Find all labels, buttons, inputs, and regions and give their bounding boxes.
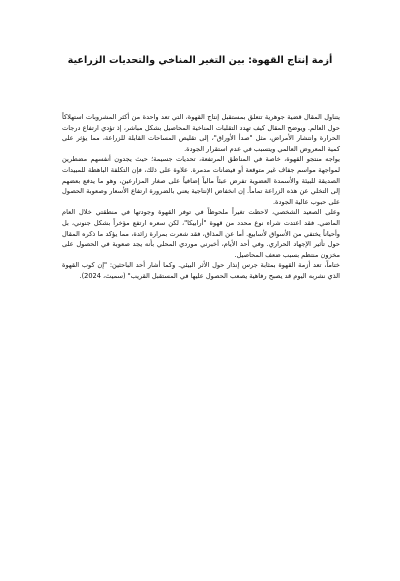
paragraph-personal: وعلى الصعيد الشخصي، لاحظت تغيراً ملحوظاً في توفر القهوة وجودتها في منطقتي خلال العام الماضي. فقد اعتدت شراء نوع محدد من قهوة "أرابيكا"، لكن سعره ارتفع مؤخراً بشكل جنوني، بل وأحياناً يختفي من الأسواق لأسابيع. أما عن المذاق، فقد شعرت بمرارة زائدة، مما يؤكد ما ذكره المقال حول تأثير الإجهاد الحراري. وفي أحد الأيام، أخبرني موردي المحلي بأنه يجد صعوبة في الحصول على مخزون منتظم بسبب ضعف المحاصيل. [62,208,340,259]
paragraph-conclusion: ختاماً، تعد أزمة القهوة بمثابة جرس إنذار حول الأثر البيئي. وكما أشار أحد الباحثين: "إن كوب القهوة الذي نشربه اليوم قد يصبح رفاهية يصعب الحصول عليها في المستقبل القريب" (سميث، 2024). [62,261,340,280]
paragraph-challenges: يواجه منتجو القهوة، خاصة في المناطق المرتفعة، تحديات جسيمة؛ حيث يجدون أنفسهم مضطرين لمواجهة مواسم جفاف غير متوقعة أو فيضانات مدمرة. علاوة على ذلك، فإن التكلفة الباهظة للمبيدات الصديقة للبيئة والأسمدة العضوية تفرض عبئاً مالياً إضافياً على صغار المزارعين، وهو ما يدفع بعضهم إلى التخلي عن هذه الزراعة تماماً. إن انخفاض الإنتاجية يعني بالضرورة ارتفاع الأسعار وصعوبة الحصول على حبوب عالية الجودة. [62,155,340,206]
document-body [62,112,340,282]
document-title: أزمة إنتاج القهوة: بين التغير المناخي والتحديات الزراعية [67,55,333,66]
paragraph-intro: يتناول المقال قضية جوهرية تتعلق بمستقبل إنتاج القهوة، التي تعد واحدة من أكثر المشروبات استهلاكاً حول العالم. ويوضح المقال كيف تهدد التقلبات المناخية المحاصيل بشكل مباشر، إذ تؤدي ارتفاع درجات الحرارة وانتشار الأمراض، مثل "صدأ الأوراق"، إلى تقليص المساحات القابلة للزراعة، مما يؤثر على كمية المعروض العالمي ويتسبب في عدم استقرار الجودة. [62,113,340,153]
